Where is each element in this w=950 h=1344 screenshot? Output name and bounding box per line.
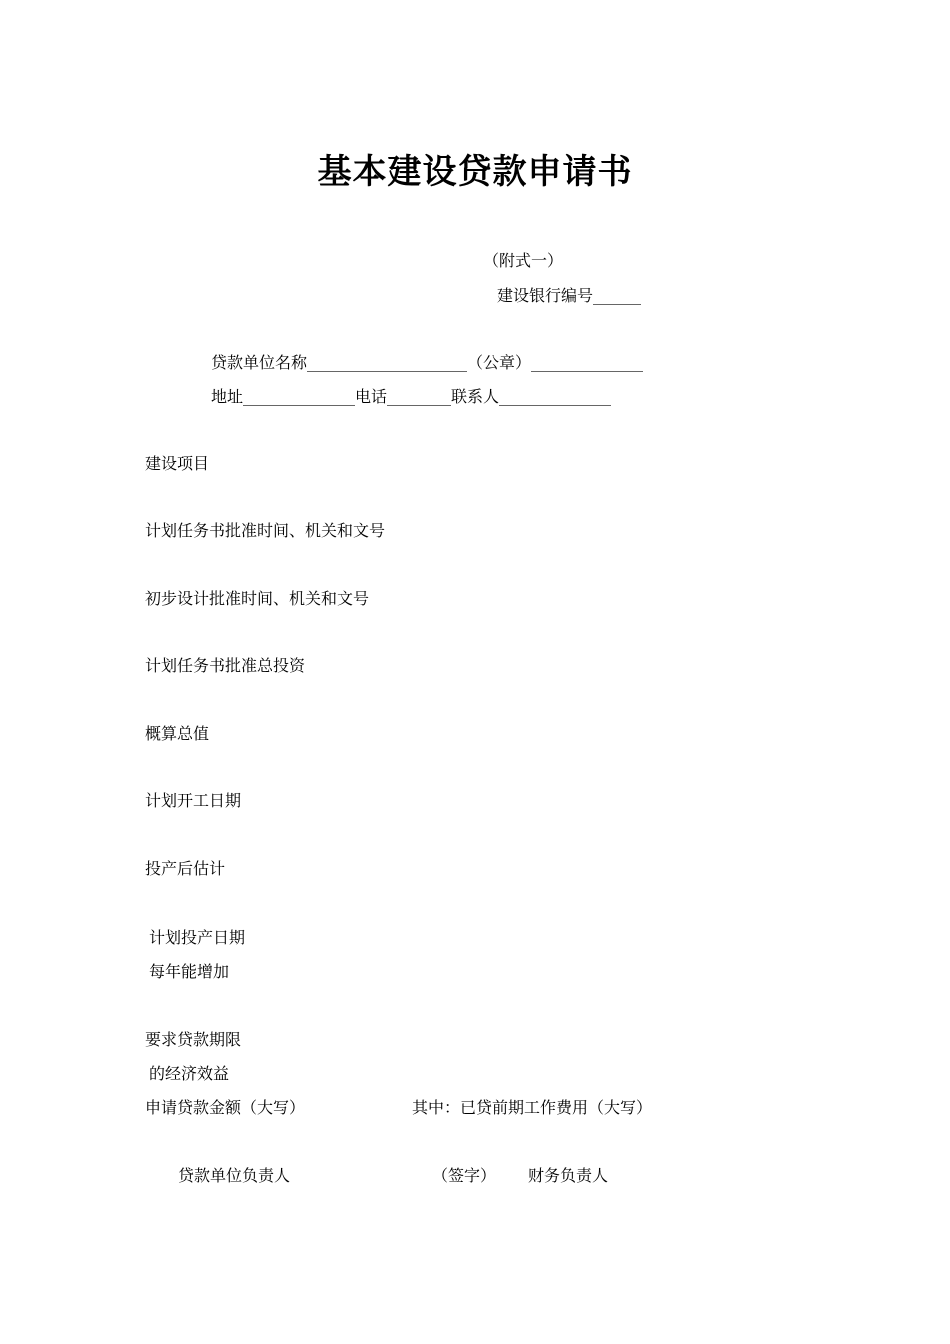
post-production-estimate-label: 投产后估计: [145, 859, 226, 878]
borrower-name-field: 贷款单位名称____________________: [211, 353, 468, 372]
planned-start-date-label: 计划开工日期: [145, 791, 242, 810]
signature-label: （签字）: [432, 1166, 497, 1185]
bank-number-field: 建设银行编号______: [497, 286, 642, 305]
seal-label: （公章）: [467, 353, 532, 372]
address-field: 地址______________: [211, 387, 356, 406]
budget-total-label: 概算总值: [145, 724, 210, 743]
finance-head-label: 财务负责人: [528, 1166, 609, 1185]
address-row: [211, 386, 611, 408]
contact-field: 联系人______________: [451, 387, 612, 406]
economic-benefit-label: 的经济效益: [149, 1064, 230, 1083]
annex-label: （附式一）: [483, 251, 564, 270]
unit-head-label: 贷款单位负责人: [178, 1166, 291, 1185]
planned-production-date-label: 计划投产日期: [149, 928, 246, 947]
plan-approval-label: 计划任务书批准时间、机关和文号: [145, 521, 386, 540]
prior-expense-label: 其中：已贷前期工作费用（大写）: [412, 1098, 653, 1117]
phone-field: 电话________: [355, 387, 452, 406]
design-approval-label: 初步设计批准时间、机关和文号: [145, 589, 370, 608]
annual-increase-label: 每年能增加: [149, 962, 230, 981]
plan-total-investment-label: 计划任务书批准总投资: [145, 656, 306, 675]
borrower-name-row: [211, 352, 643, 374]
project-label: 建设项目: [145, 454, 210, 473]
document-title: 基本建设贷款申请书: [317, 152, 633, 192]
seal-blank: ______________: [531, 353, 644, 372]
loan-amount-label: 申请贷款金额（大写）: [145, 1098, 306, 1117]
loan-term-label: 要求贷款期限: [145, 1030, 242, 1049]
